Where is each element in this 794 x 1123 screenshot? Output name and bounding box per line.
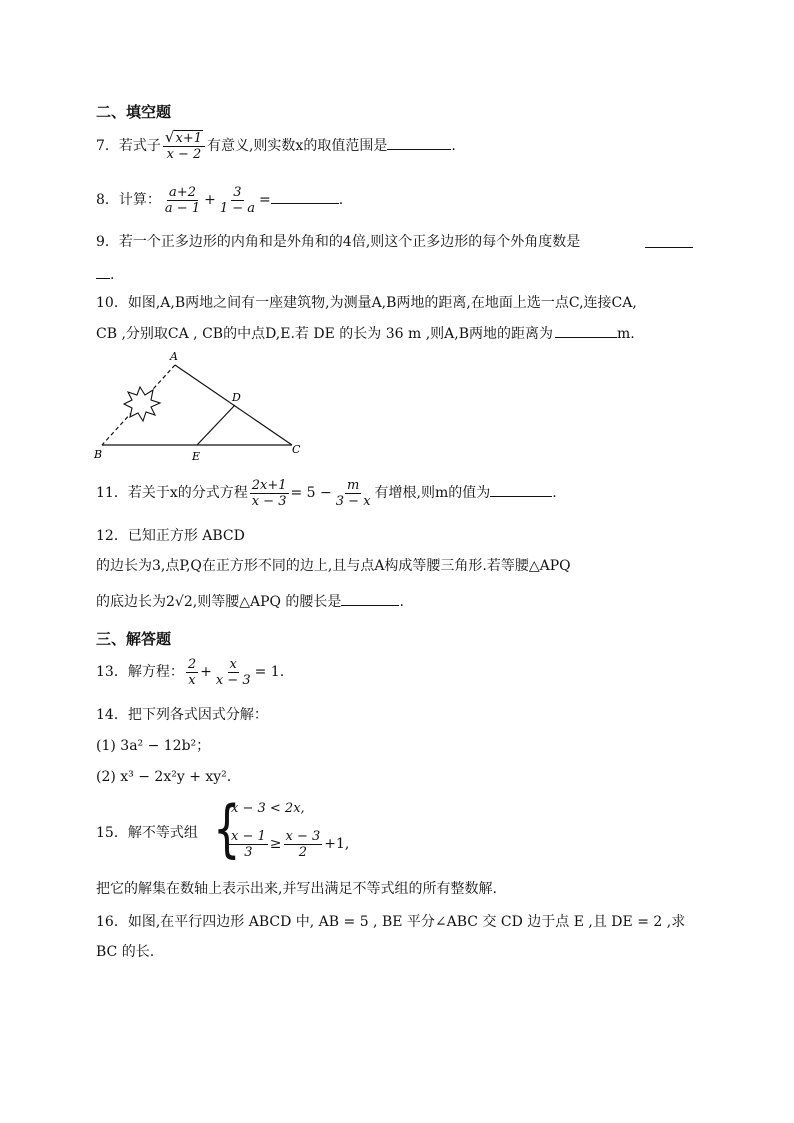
q11-fraction-1 <box>250 478 289 509</box>
q13-f2-denominator: x − 3 <box>215 672 251 688</box>
q13-plus: + <box>200 664 212 680</box>
q13-suffix: = 1. <box>254 664 285 680</box>
q10-unit: m. <box>617 326 635 342</box>
q7-fraction: $\frac{√x+1}{x - 2}$ <box>163 130 205 162</box>
q15-ge-sign: ≥ <box>269 836 282 852</box>
q15-tail: +1, <box>324 836 350 852</box>
building-starburst-icon <box>124 387 160 421</box>
q13-fraction-2 <box>214 657 253 688</box>
segment-AC <box>175 365 292 445</box>
question-13 <box>96 652 284 692</box>
left-brace-icon: { <box>213 792 241 865</box>
q12-line3-prefix: 的底边长为 <box>96 594 166 610</box>
q15-f2-denominator: 2 <box>298 844 308 860</box>
q15-fraction-2 <box>284 829 323 860</box>
question-7 <box>96 126 456 166</box>
question-11 <box>96 473 557 513</box>
q13-f1-denominator: x <box>188 672 196 688</box>
q14-item-1: (1) 3a² − 12b²； <box>96 738 211 754</box>
q9-end: . <box>110 267 115 283</box>
label-A: A <box>170 350 178 363</box>
q8-equals: = <box>259 192 271 208</box>
label-C: C <box>292 443 301 456</box>
q11-end: . <box>552 485 557 501</box>
q15-row-1: x − 3 < 2x, <box>231 801 305 816</box>
q12-end: . <box>399 594 404 610</box>
question-8 <box>96 180 343 220</box>
q8-f2-denominator: 1 − a <box>219 200 256 216</box>
q8-prefix: 计算： <box>118 192 161 208</box>
triangle-figure <box>90 345 320 470</box>
q7-number: 7． <box>96 138 119 154</box>
question-14-line-1: 14．把下列各式因式分解： <box>96 707 268 723</box>
q10-answer-blank[interactable] <box>555 323 617 338</box>
q10-line2-text: CB ,分别取CA , CB的中点D,E.若 DE 的长为 36 m ,则A,B两地的距离为 <box>96 326 554 342</box>
q11-fraction-2 <box>334 478 373 509</box>
q8-f1-numerator: a+2 <box>169 184 196 200</box>
question-12-line-1: 12．已知正方形 ABCD <box>96 528 245 544</box>
label-E: E <box>192 450 201 463</box>
q11-f2-denominator: 3 − x <box>335 493 371 509</box>
question-12-line-2: 的边长为3,点P,Q在正方形不同的边上,且与点A构成等腰三角形.若等腰△APQ <box>96 558 571 574</box>
question-9-line-1: 9．若一个正多边形的内角和是外角和的4倍,则这个正多边形的每个外角度数是 <box>96 234 581 250</box>
q14-item-2: (2) x³ − 2x²y + xy². <box>96 769 232 785</box>
q11-f2-numerator: m <box>347 477 360 493</box>
q7-frac-numerator: x+1 <box>175 131 202 146</box>
label-B: B <box>94 448 103 461</box>
question-15-line-2: 把它的解集在数轴上表示出来,并写出满足不等式组的所有整数解. <box>96 881 497 897</box>
q8-f2-numerator: 3 <box>233 184 242 200</box>
question-9-line-2 <box>96 264 114 284</box>
section-fill-blank-title: 二、填空题 <box>96 103 172 121</box>
q11-f1-numerator: 2x+1 <box>251 477 287 493</box>
q8-answer-blank[interactable] <box>271 189 339 204</box>
q8-f1-denominator: a − 1 <box>164 200 201 216</box>
q12-base-length: 2√2 <box>166 594 193 610</box>
q9-answer-blank-part2[interactable] <box>96 264 110 279</box>
q15-inequality-system <box>213 792 350 866</box>
question-16-line-1: 16．如图,在平行四边形 ABCD 中, AB = 5 , BE 平分∠ABC 交 CD 边于点 E ,且 DE = 2 ,求 <box>96 914 686 930</box>
question-10-line-1: 10．如图,A,B两地之间有一座建筑物,为测量A,B两地的距离,在地面上选一点C,连接CA, <box>96 295 637 311</box>
q11-answer-blank[interactable] <box>490 482 552 497</box>
q13-fraction-1 <box>186 657 198 688</box>
q7-end: . <box>451 138 456 154</box>
q12-line3-suffix: ,则等腰△APQ 的腰长是 <box>192 594 342 610</box>
q8-fraction-2 <box>218 185 257 216</box>
q11-middle: = 5 − <box>290 485 332 501</box>
segment-DE <box>197 405 235 445</box>
q11-prefix: 11．若关于x的分式方程 <box>96 485 248 501</box>
q15-fraction-1 <box>229 829 268 860</box>
q7-prefix: 若式子 <box>118 138 161 154</box>
q15-f1-numerator: x − 1 <box>231 828 266 844</box>
q8-fraction-1 <box>163 185 202 216</box>
q15-row-2 <box>227 824 349 864</box>
q7-answer-blank[interactable] <box>387 135 451 150</box>
question-16-line-2: BC 的长. <box>96 944 155 960</box>
q8-plus: + <box>204 192 216 208</box>
question-15-prefix: 15．解不等式组 <box>96 825 198 841</box>
question-10-line-2 <box>96 323 635 343</box>
label-D: D <box>232 391 241 404</box>
q7-suffix: 有意义,则实数x的取值范围是 <box>206 138 388 154</box>
q15-f1-denominator: 3 <box>244 844 253 860</box>
q13-prefix: 13．解方程： <box>96 664 184 680</box>
q13-f1-numerator: 2 <box>187 656 197 672</box>
q8-end: . <box>338 192 344 208</box>
q13-f2-numerator: x <box>229 656 237 672</box>
section-answer-title: 三、解答题 <box>96 630 172 648</box>
question-12-line-3 <box>96 591 404 611</box>
q9-answer-blank-part1[interactable] <box>645 233 693 253</box>
q7-frac-denominator: x − 2 <box>166 147 202 162</box>
q15-f2-numerator: x − 3 <box>285 828 321 844</box>
q8-number: 8． <box>96 192 119 208</box>
q11-f1-denominator: x − 3 <box>251 493 287 509</box>
q11-suffix: 有增根,则m的值为 <box>374 485 491 501</box>
q12-answer-blank[interactable] <box>341 591 399 606</box>
